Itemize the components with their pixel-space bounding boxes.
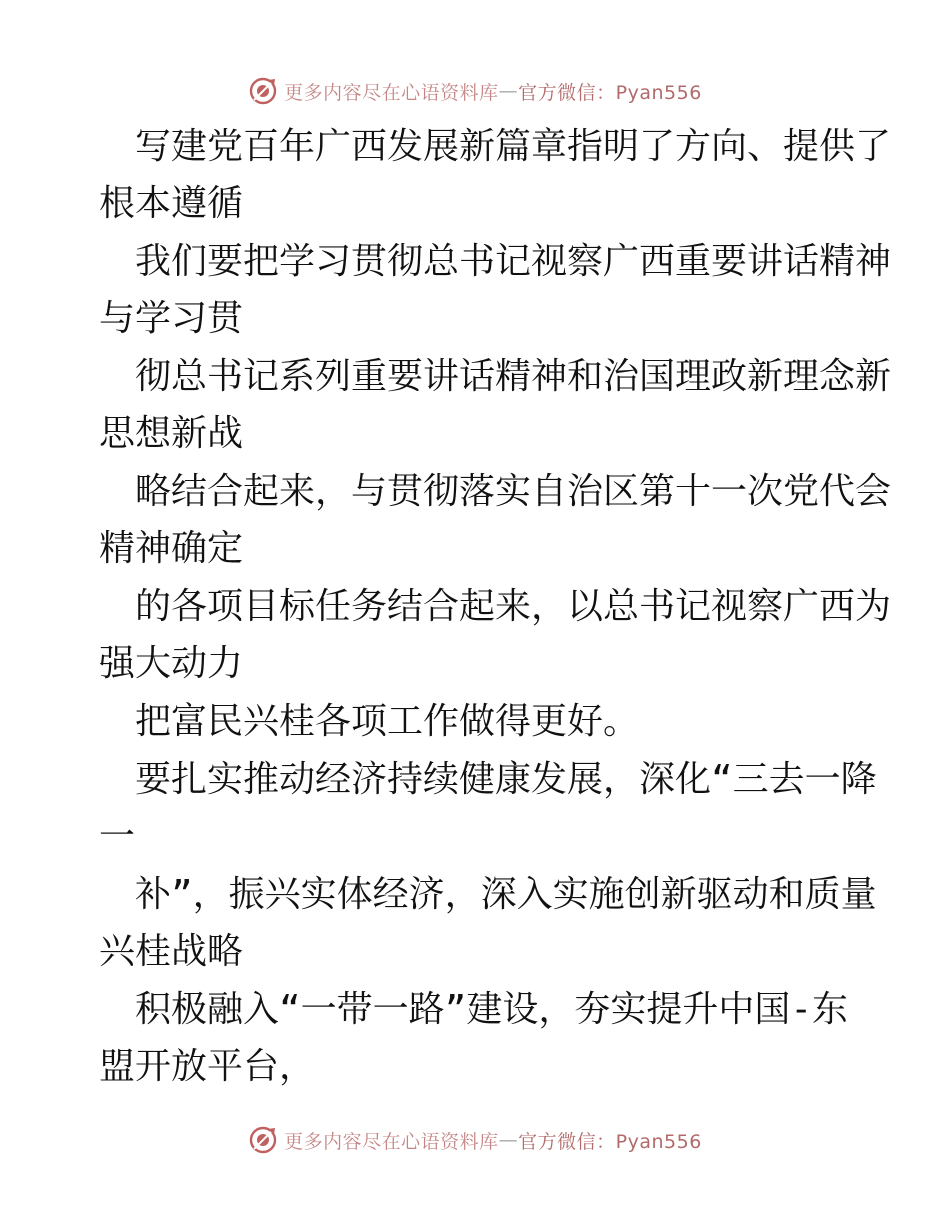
watermark-wechat-text: 官方微信：Pyan556 (518, 81, 702, 104)
text-line: 我们要把学习贯彻总书记视察广西重要讲话精神 (135, 241, 892, 282)
text-line: 盟开放平台， (99, 1046, 316, 1087)
watermark-separator: — (498, 1129, 519, 1151)
text-line: 的各项目标任务结合起来，以总书记视察广西为 (135, 586, 892, 627)
quill-circle-icon (248, 1125, 278, 1155)
text-line: 与学习贯 (99, 298, 244, 339)
text-line: 精神确定 (99, 528, 244, 569)
text-line: 要扎实推动经济持续健康发展，深化“三去一降 (135, 759, 877, 800)
text-line: 写建党百年广西发展新篇章指明了方向、提供了 (135, 126, 892, 167)
text-line: 兴桂战略 (99, 931, 244, 972)
watermark-wechat-text: 官方微信：Pyan556 (518, 1130, 702, 1153)
text-line: 强大动力 (99, 643, 244, 684)
text-line: 一 (99, 816, 136, 857)
text-line: 积极融入“一带一路”建设，夯实提升中国-东 (135, 989, 849, 1030)
text-line: 把富民兴桂各项工作做得更好。 (135, 701, 640, 742)
watermark-separator: — (498, 80, 519, 102)
text-line: 补”，振兴实体经济，深入实施创新驱动和质量 (135, 874, 877, 915)
watermark-brand-text: 更多内容尽在心语资料库 (284, 1130, 499, 1153)
text-line: 思想新战 (99, 413, 244, 454)
watermark-brand-text: 更多内容尽在心语资料库 (284, 81, 499, 104)
text-line: 根本遵循 (99, 183, 244, 224)
text-line: 略结合起来，与贯彻落实自治区第十一次党代会 (135, 471, 892, 512)
footer-watermark (0, 1120, 950, 1160)
text-line: 彻总书记系列重要讲话精神和治国理政新理念新 (135, 356, 892, 397)
